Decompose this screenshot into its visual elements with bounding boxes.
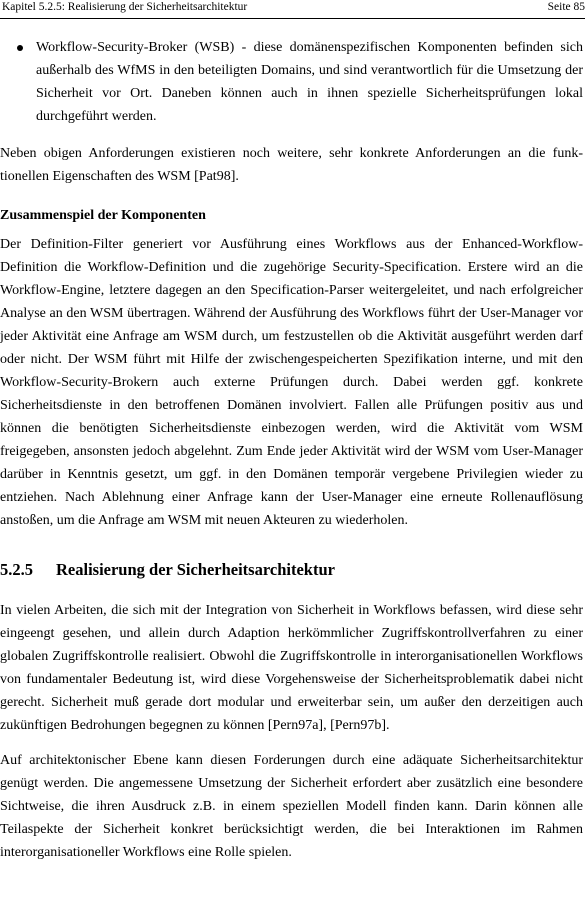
- bullet-icon: [17, 45, 23, 51]
- section-title-text: Realisierung der Sicherheitsarchitektur: [56, 560, 335, 579]
- paragraph-component-interaction: Der Definition-Filter generiert vor Ausführung eines Workflows aus der Enhanced-Workflow-Definition die Workflow-Definition und die zugehörige Security-Specification. Erstere wird an die Workflow-Engine, letztere dagegen an den Specification-Parser weitergeleitet, und nach erfolgreicher Analyse an den WSM übertragen. Während der Ausführung des Workflows führt der User-Manager vor jeder Aktivität eine Anfrage am WSM durch, um festzustellen ob die Aktivität ausgeführt werden darf oder nicht. Der WSM führt mit Hilfe der zwischengespeicherten Spezifikation interne, und mit den Workflow-Security-Brokern auch externe Prüfungen durch. Dabei werden ggf. konkrete Sicherheitsdienste in den betroffenen Domänen involviert. Fallen alle Prüfungen positiv aus und können die benötigten Sicherheitsdienste einbezogen werden, wird die Aktivität vom WSM freigegeben, ansonsten jedoch abgelehnt. Zum Ende jeder Aktivität wird der WSM vom User-Manager darüber in Kenntnis gesetzt, um ggf. in den Domänen temporär vergebene Privilegien wieder zu entziehen. Nach Ablehnung einer Anfrage kann der User-Manager eine erneute Rollenauflösung anstoßen, um die Anfrage am WSM mit neuen Akteuren zu wiederholen.: [0, 237, 583, 528]
- subheading-component-interaction: Zusammenspiel der Komponenten: [0, 208, 206, 223]
- bullet-list-item: [0, 36, 583, 128]
- paragraph-requirements: Neben obigen Anforderungen existieren noch weitere, sehr konkrete Anforderungen an die funktionellen Eigenschaften des WSM [Pat98].: [0, 146, 583, 184]
- paragraph-architecture-level: Auf architektonischer Ebene kann diesen Forderungen durch eine adäquate Sicherheitsarchitektur genügt werden. Die angemessene Umsetzung der Sicherheit erfordert aber zusätzlich eine besondere Sichtweise, die ihren Ausdruck z.B. in einem speziellen Modell finden kann. Darin können alle Teilaspekte der Sicherheit konkret berücksichtigt werden, die bei Interaktionen im Rahmen interorganisationeller Workflows eine Rolle spielen.: [0, 753, 583, 860]
- section-number: 5.2.5: [0, 560, 33, 579]
- section-heading: [0, 559, 583, 581]
- body-text: [0, 36, 583, 864]
- running-header: [0, 0, 585, 19]
- paragraph-security-integration: In vielen Arbeiten, die sich mit der Integration von Sicherheit in Workflows befassen, wird diese sehr eingeengt gesehen, und allein durch Adaption herkömmlicher Zugriffskontrollverfahren zu einer globalen Zugriffskontrolle realisiert. Obwohl die Zugriffskontrolle in interorganisationellen Workflows von fundamentaler Bedeutung ist, wird diese Vorgehensweise der Sicherheitsproblematik dabei nicht gerecht. Sicherheit muß gerade dort modular und erweiterbar sein, um außer den derzeitigen auch zukünftigen Bedrohungen begegnen zu können [Pern97a], [Pern97b].: [0, 603, 583, 733]
- header-chapter-title: Kapitel 5.2.5: Realisierung der Sicherheitsarchitektur: [2, 1, 248, 13]
- bullet-text: Workflow-Security-Broker (WSB) - diese domänenspezifischen Komponenten befinden sich außerhalb des WfMS in den beteiligten Domains, und sind verantwortlich für die Umsetzung der Sicherheit vor Ort. Daneben können auch in ihnen spezielle Sicherheitsprüfungen lokal durchgeführt werden.: [36, 40, 583, 124]
- header-page-number: Seite 85: [547, 1, 585, 13]
